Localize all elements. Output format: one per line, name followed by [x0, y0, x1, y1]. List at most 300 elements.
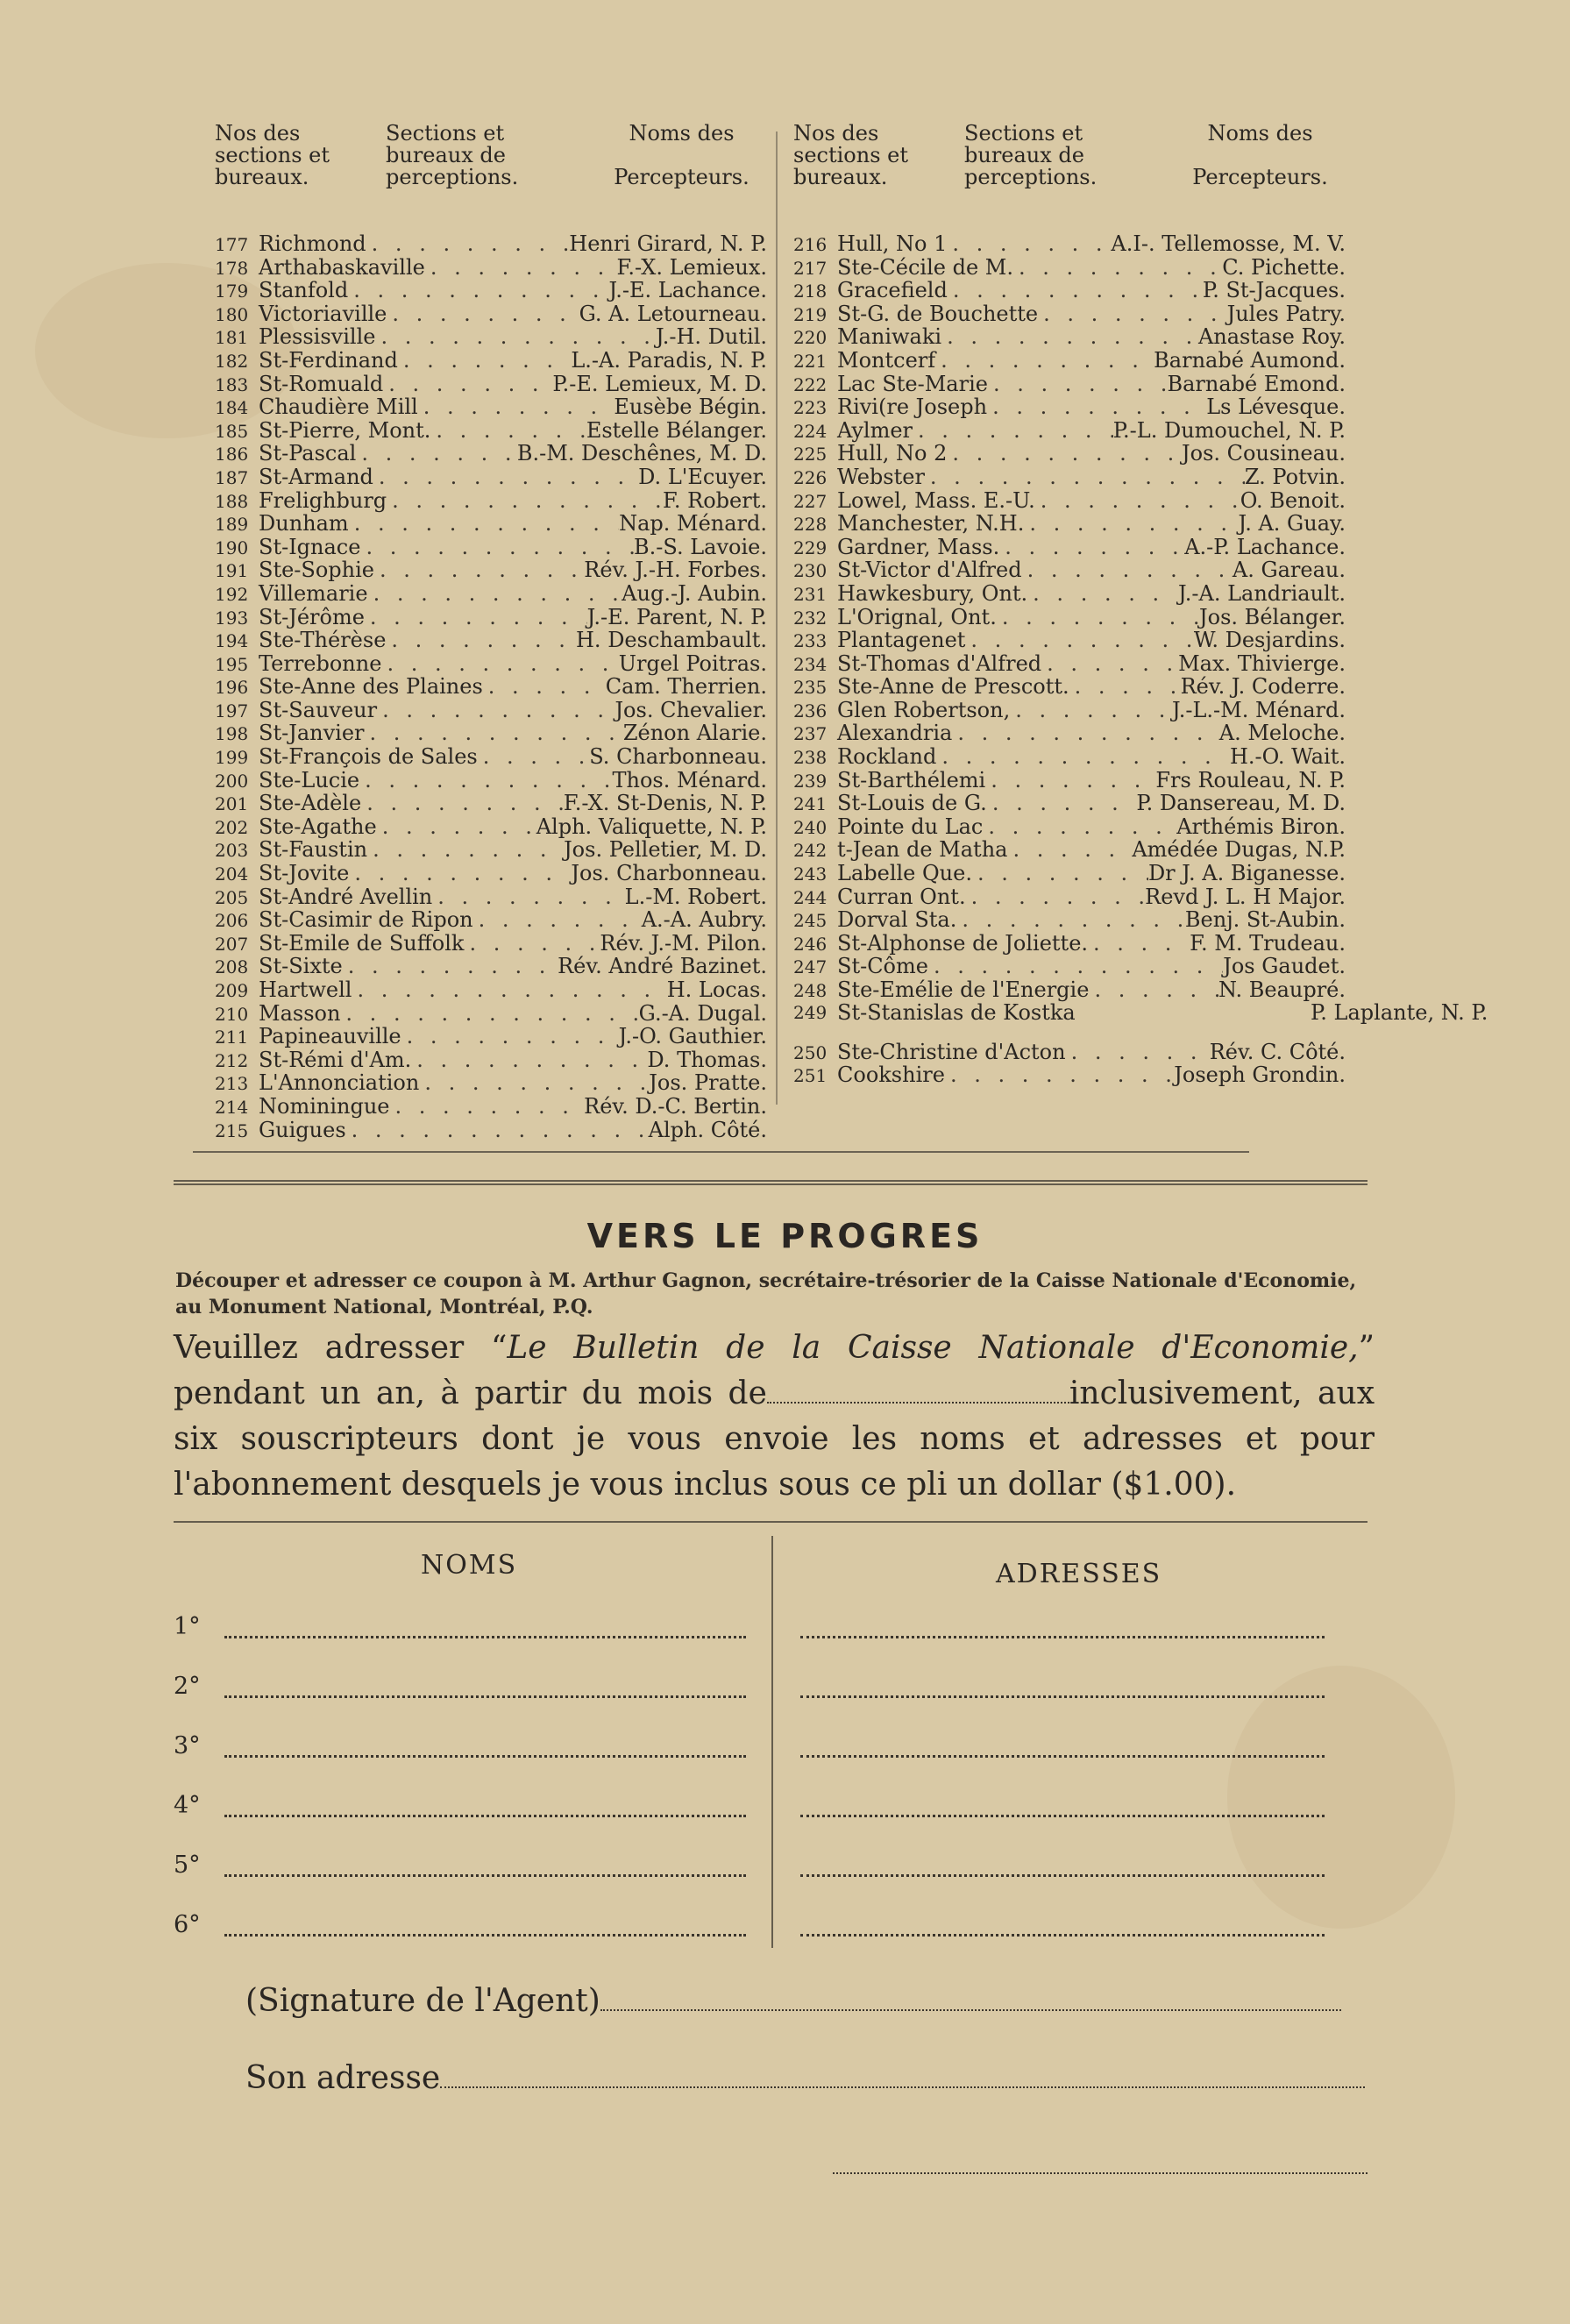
signature-field[interactable] [600, 1983, 1341, 2011]
collector-name: Max. Thivierge. [1178, 650, 1346, 676]
leader-dots [1089, 978, 1218, 1002]
row-ordinal: 2° [174, 1673, 201, 1700]
left-column [215, 123, 767, 1141]
list-item [215, 232, 767, 256]
section-name: Papineauville [259, 1024, 401, 1049]
leader-dots [983, 815, 1176, 839]
collector-name: G. A. Letourneau. [579, 301, 767, 326]
row-ordinal: 5° [174, 1851, 201, 1879]
section-name: Maniwaki [837, 324, 942, 350]
agent-address-field[interactable] [440, 2060, 1365, 2088]
collector-name: Dr J. A. Biganesse. [1147, 861, 1346, 886]
collector-name: J.-E. Parent, N. P. [586, 604, 767, 629]
leader-dots [987, 395, 1206, 419]
leader-dots [952, 721, 1218, 745]
leader-dots [367, 838, 564, 862]
collector-name: Zénon Alarie. [622, 721, 767, 746]
section-number: 183 [215, 373, 249, 395]
collector-name: J.-O. Gauthier. [618, 1024, 767, 1049]
leader-dots [360, 536, 634, 559]
subscriber-row [174, 1673, 1368, 1708]
list-item [215, 862, 767, 885]
list-item [215, 1002, 767, 1026]
leader-dots [1041, 652, 1178, 676]
section-number: 207 [215, 933, 249, 955]
list-item [793, 512, 1346, 536]
section-number: 196 [215, 677, 249, 699]
left-entry-list [215, 232, 767, 1141]
collector-name: A.-P. Lachance. [1184, 534, 1346, 559]
section-name: Aylmer [837, 417, 913, 443]
section-number: 225 [793, 444, 828, 466]
collector-name: Revd J. L. H Major. [1145, 884, 1346, 909]
header-section-names: Sections et bureaux de perceptions. [386, 121, 519, 189]
leader-dots [956, 908, 1185, 932]
leader-dots [381, 652, 618, 676]
section-name: St-Stanislas de Kostka [837, 999, 1076, 1025]
leader-dots [941, 325, 1198, 349]
leader-dots [935, 349, 1154, 373]
leader-dots [387, 302, 579, 326]
section-name: St-André Avellin [259, 884, 433, 909]
address-continuation-field[interactable] [833, 2172, 1368, 2174]
section-number: 208 [215, 956, 249, 978]
form-top-rule [174, 1521, 1368, 1523]
collector-name: W. Desjardins. [1193, 628, 1346, 653]
subscriber-address-field[interactable] [800, 1874, 1325, 1877]
section-name: Rockland [837, 744, 937, 770]
list-item [215, 325, 767, 349]
row-ordinal: 4° [174, 1792, 201, 1819]
leader-dots [1013, 256, 1222, 280]
subscriber-address-field[interactable] [800, 1815, 1325, 1817]
collector-name: Cam. Therrien. [605, 674, 767, 700]
list-item [793, 885, 1346, 909]
collector-name: Frs Rouleau, N. P. [1155, 767, 1346, 792]
section-name: Dorval Sta. [837, 907, 957, 933]
subscriber-name-field[interactable] [224, 1874, 746, 1877]
collector-name: F.-X. St-Denis, N. P. [563, 791, 767, 816]
collector-name: Benj. St-Aubin. [1184, 907, 1346, 933]
list-item [793, 721, 1346, 745]
section-name: St-Thomas d'Alfred [837, 650, 1042, 676]
list-item [215, 815, 767, 839]
section-name: St-Sauveur [259, 697, 378, 722]
leader-dots [418, 395, 615, 419]
leader-dots [1007, 838, 1132, 862]
section-number: 233 [793, 630, 828, 652]
section-number: 217 [793, 257, 828, 279]
section-name: St-Ignace [259, 534, 361, 559]
leader-dots [390, 1095, 585, 1119]
leader-dots [928, 955, 1223, 978]
leader-dots [936, 745, 1230, 769]
leader-dots [473, 908, 642, 932]
list-item [215, 908, 767, 932]
section-number: 177 [215, 234, 249, 255]
subscriber-address-field[interactable] [800, 1755, 1325, 1758]
section-name: Victoriaville [259, 301, 387, 326]
collector-name: Rév. J.-H. Forbes. [584, 558, 767, 583]
section-number: 228 [793, 514, 828, 536]
section-number: 179 [215, 281, 249, 302]
leader-dots [377, 699, 615, 722]
leader-dots [377, 815, 536, 839]
collector-name: H.-O. Wait. [1229, 744, 1346, 770]
section-name: Gardner, Mass. [837, 534, 1000, 559]
section-name: Richmond [259, 231, 366, 256]
header-collectors [600, 123, 763, 188]
header-section-numbers: Nos des sections et bureaux. [215, 121, 330, 189]
list-item [215, 1071, 767, 1095]
row-ordinal: 6° [174, 1911, 201, 1938]
list-item [793, 699, 1346, 722]
list-item [793, 652, 1346, 676]
collector-name: Anastase Roy. [1197, 324, 1346, 350]
leader-dots [1035, 489, 1240, 513]
header-collectors-top: Noms des [629, 121, 735, 146]
section-name: St-Jovite [259, 861, 350, 886]
signature-line [245, 1983, 1341, 2019]
section-name: Nominingue [259, 1093, 390, 1119]
section-name: Ste-Anne des Plaines [259, 674, 483, 700]
collector-name: Estelle Bélanger. [586, 417, 767, 443]
section-number: 241 [793, 793, 828, 815]
month-field[interactable] [767, 1375, 1069, 1404]
section-number: 184 [215, 397, 249, 419]
collector-name: J.-A. Landriault. [1177, 580, 1346, 606]
list-item [793, 582, 1346, 606]
collector-name: Nap. Ménard. [619, 511, 767, 537]
leader-dots [1066, 1041, 1210, 1064]
leader-dots [997, 606, 1199, 629]
collector-name: F. Robert. [662, 487, 767, 513]
list-item [215, 349, 767, 373]
coupon-top-rule [174, 1180, 1368, 1185]
section-name: Arthabaskaville [259, 254, 425, 280]
section-number: 198 [215, 723, 249, 745]
collector-name: P. Laplante, N. P. [1311, 999, 1488, 1025]
section-name: St-Armand [259, 464, 373, 489]
leader-dots [1027, 582, 1178, 606]
list-item [793, 1063, 1346, 1087]
leader-dots [988, 373, 1167, 396]
section-number: 249 [793, 1001, 828, 1023]
section-name: Rivi(re Joseph [837, 394, 988, 420]
section-name: St-Barthélemi [837, 767, 986, 792]
divider-rule [193, 1151, 1249, 1153]
section-name: Manchester, N.H. [837, 511, 1025, 537]
section-number: 247 [793, 956, 828, 978]
subscriber-row [174, 1792, 1368, 1827]
section-name: Ste-Sophie [259, 558, 374, 583]
section-number: 180 [215, 303, 249, 325]
collector-name: Henri Girard, N. P. [569, 231, 767, 256]
leader-dots [430, 419, 586, 443]
leader-dots [352, 978, 666, 1002]
row-ordinal: 3° [174, 1732, 201, 1759]
section-name: St-Casimir de Ripon [259, 907, 473, 933]
collector-name: A.-A. Aubry. [641, 907, 767, 933]
list-item [793, 349, 1346, 373]
leader-dots [432, 885, 624, 909]
header-collectors-bottom: Percepteurs. [1192, 165, 1328, 189]
section-name: Pointe du Lac [837, 814, 984, 839]
list-item [215, 606, 767, 629]
leader-dots [945, 1063, 1174, 1087]
collector-name: Jos. Bélanger. [1199, 604, 1346, 629]
section-name: Webster [837, 464, 925, 489]
collector-name: N. Beaupré. [1218, 977, 1346, 1002]
collector-name: H. Locas. [666, 977, 767, 1002]
leader-dots [419, 1071, 649, 1095]
leader-dots [425, 256, 617, 280]
section-name: St-Faustin [259, 837, 368, 863]
section-number: 243 [793, 864, 828, 885]
subscriber-row [174, 1732, 1368, 1767]
collector-name: Rév. J. Coderre. [1180, 674, 1346, 700]
right-entry-list [793, 231, 1488, 1088]
section-name: Guigues [259, 1117, 346, 1142]
section-name: Hawkesbury, Ont. [837, 580, 1028, 606]
list-item [215, 721, 767, 745]
section-name: Cookshire [837, 1063, 945, 1088]
leader-dots [1024, 512, 1238, 536]
section-number: 242 [793, 840, 828, 862]
leader-dots [349, 862, 571, 885]
section-number: 214 [215, 1096, 249, 1118]
collector-name: Rév. J.-M. Pilon. [600, 930, 767, 956]
collector-name: A.I-. Tellemosse, M. V. [1111, 231, 1346, 256]
leader-dots [375, 325, 656, 349]
collector-name: B.-S. Lavoie. [634, 534, 767, 559]
leader-dots [999, 536, 1184, 559]
section-number: 235 [793, 677, 828, 699]
leader-dots [374, 558, 584, 582]
leader-dots [1022, 558, 1233, 582]
section-number: 191 [215, 560, 249, 582]
subscriber-address-field[interactable] [800, 1695, 1325, 1698]
section-name: St-Pierre, Mont. [259, 417, 431, 443]
leader-dots [948, 279, 1203, 302]
collector-name: C. Pichette. [1222, 254, 1346, 280]
section-number: 240 [793, 816, 828, 838]
section-number: 212 [215, 1049, 249, 1071]
section-name: St-Jérôme [259, 604, 365, 629]
list-item [215, 769, 767, 792]
section-number: 192 [215, 583, 249, 605]
list-item [215, 279, 767, 302]
collector-name: P.-L. Dumouchel, N. P. [1112, 417, 1346, 443]
list-item [215, 955, 767, 978]
list-item [215, 1119, 767, 1142]
address-line [245, 2060, 1365, 2096]
section-number: 236 [793, 700, 828, 721]
leader-dots [373, 466, 638, 489]
section-number: 250 [793, 1041, 828, 1063]
section-number: 187 [215, 466, 249, 488]
section-name: St-Romuald [259, 371, 384, 396]
subscriber-address-field[interactable] [800, 1934, 1325, 1937]
header-section-names: Sections et bureaux de perceptions. [964, 121, 1098, 189]
list-item [793, 792, 1346, 815]
section-number: 224 [793, 420, 828, 442]
signature-label: (Signature de l'Agent) [245, 1983, 600, 2019]
section-name: Ste-Adèle [259, 791, 362, 816]
collector-name: Jos. Pelletier, M. D. [564, 837, 767, 863]
section-number: 237 [793, 723, 828, 745]
leader-dots [478, 745, 589, 769]
list-item [215, 256, 767, 280]
section-name: Hartwell [259, 977, 352, 1002]
collector-name: P. Dansereau, M. D. [1136, 791, 1346, 816]
leader-dots [356, 442, 517, 466]
list-item [215, 629, 767, 652]
leader-dots [361, 792, 564, 815]
section-number: 220 [793, 327, 828, 349]
coupon-body-mid: ” pendant un an, à partir du mois de [174, 1330, 1375, 1411]
section-number: 194 [215, 630, 249, 652]
collector-name: S. Charbonneau. [589, 744, 767, 770]
subscriber-row [174, 1911, 1368, 1946]
section-number: 185 [215, 420, 249, 442]
list-item [793, 325, 1346, 349]
collector-name: J. A. Guay. [1238, 511, 1346, 537]
coupon-instructions: Découper et adresser ce coupon à M. Arthur Gagnon, secrétaire-trésorier de la Caisse Nationale d'Economie, au Monument National, Montréal, P.Q. [175, 1269, 1357, 1318]
section-name: Terrebonne [259, 650, 382, 676]
collector-name: J.-L.-M. Ménard. [1171, 697, 1346, 722]
coupon-title: VERS LE PROGRES [586, 1217, 984, 1255]
header-collectors-top: Noms des [1207, 121, 1313, 146]
section-name: St-Côme [837, 954, 928, 979]
list-item [215, 1025, 767, 1048]
list-item [215, 512, 767, 536]
collector-name: Rév. D.-C. Bertin. [584, 1093, 767, 1119]
leader-dots [387, 489, 663, 513]
collector-name: Barnabé Aumond. [1154, 347, 1346, 373]
section-name: Alexandria [837, 721, 953, 746]
section-name: Ste-Thérèse [259, 628, 387, 653]
section-number: 223 [793, 397, 828, 419]
list-item [793, 558, 1346, 582]
subscriber-name-field[interactable] [224, 1815, 746, 1817]
subscriber-address-field[interactable] [800, 1636, 1325, 1638]
leader-dots [349, 512, 619, 536]
collector-name: Ls Lévesque. [1206, 394, 1346, 420]
section-number: 213 [215, 1073, 249, 1095]
section-name: St-Victor d'Alfred [837, 558, 1022, 583]
section-number: 188 [215, 490, 249, 512]
collector-name: Rév. C. Côté. [1209, 1039, 1346, 1064]
section-number: 193 [215, 607, 249, 629]
section-name: Ste-Agathe [259, 814, 377, 839]
collector-name: Aug.-J. Aubin. [622, 580, 767, 606]
collector-name: Joseph Grondin. [1174, 1063, 1346, 1088]
leader-dots [383, 373, 552, 396]
collector-name: Z. Potvin. [1244, 464, 1346, 489]
list-item [793, 279, 1346, 302]
collector-name: A. Gareau. [1232, 558, 1346, 583]
leader-dots [972, 862, 1148, 885]
leader-dots [1069, 675, 1181, 699]
collector-name: F. M. Trudeau. [1190, 930, 1346, 956]
subscriber-name-field[interactable] [224, 1755, 746, 1758]
leader-dots [1088, 932, 1190, 956]
list-item [215, 466, 767, 489]
list-item [793, 1041, 1346, 1064]
collector-name: B.-M. Deschênes, M. D. [516, 441, 767, 466]
leader-dots [411, 1048, 647, 1072]
section-name: Chaudière Mill [259, 394, 418, 420]
section-name: t-Jean de Matha [837, 837, 1008, 863]
collector-name: Jos Gaudet. [1223, 954, 1346, 979]
leader-dots [340, 1002, 638, 1026]
section-name: Hull, No 2 [837, 441, 948, 466]
list-item [793, 675, 1346, 699]
section-number: 215 [215, 1119, 249, 1141]
section-number: 229 [793, 537, 828, 558]
coupon-body-start: Veuillez adresser “ [174, 1330, 508, 1366]
section-number: 221 [793, 350, 828, 372]
list-item [215, 1095, 767, 1119]
list-item [215, 302, 767, 326]
leader-dots [366, 232, 570, 256]
collector-name: D. L'Ecuyer. [638, 464, 767, 489]
list-item [215, 675, 767, 699]
list-item [215, 489, 767, 513]
section-number: 197 [215, 700, 249, 721]
section-name: Lac Ste-Marie [837, 371, 988, 396]
section-name: L'Annonciation [259, 1070, 420, 1096]
section-name: Glen Robertson, [837, 697, 1011, 722]
subscriber-name-field[interactable] [224, 1636, 746, 1638]
section-name: Labelle Que. [837, 861, 972, 886]
subscriber-name-field[interactable] [224, 1695, 746, 1698]
list-item [793, 629, 1346, 652]
section-name: Ste-Lucie [259, 767, 360, 792]
section-number: 190 [215, 537, 249, 558]
collector-name: Eusèbe Bégin. [614, 394, 767, 420]
collector-name: Jos. Cousineau. [1182, 441, 1346, 466]
section-name: Montcerf [837, 347, 936, 373]
section-number: 226 [793, 466, 828, 488]
leader-dots [1038, 302, 1226, 326]
leader-dots [987, 792, 1137, 815]
subscriber-name-field[interactable] [224, 1934, 746, 1937]
collector-name: Jules Patry. [1226, 301, 1346, 326]
collector-name: O. Benoit. [1240, 487, 1346, 513]
section-name: Lowel, Mass. E.-U. [837, 487, 1035, 513]
leader-dots [365, 606, 587, 629]
list-item [793, 815, 1346, 839]
list-item [215, 652, 767, 676]
list-item [215, 395, 767, 419]
list-item [793, 745, 1346, 769]
collector-name: Barnabé Emond. [1167, 371, 1346, 396]
leader-dots [966, 885, 1146, 909]
section-name: Stanfold [259, 278, 349, 303]
section-name: St-Alphonse de Joliette. [837, 930, 1089, 956]
section-number: 186 [215, 444, 249, 466]
list-item [793, 302, 1346, 326]
collector-name: P.-E. Lemieux, M. D. [552, 371, 767, 396]
list-item [215, 419, 767, 443]
list-item [215, 1048, 767, 1072]
collector-name: Rév. André Bazinet. [558, 954, 767, 979]
header-section-numbers: Nos des sections et bureaux. [793, 121, 908, 189]
section-number: 239 [793, 770, 828, 792]
collector-name: H. Deschambault. [576, 628, 767, 653]
